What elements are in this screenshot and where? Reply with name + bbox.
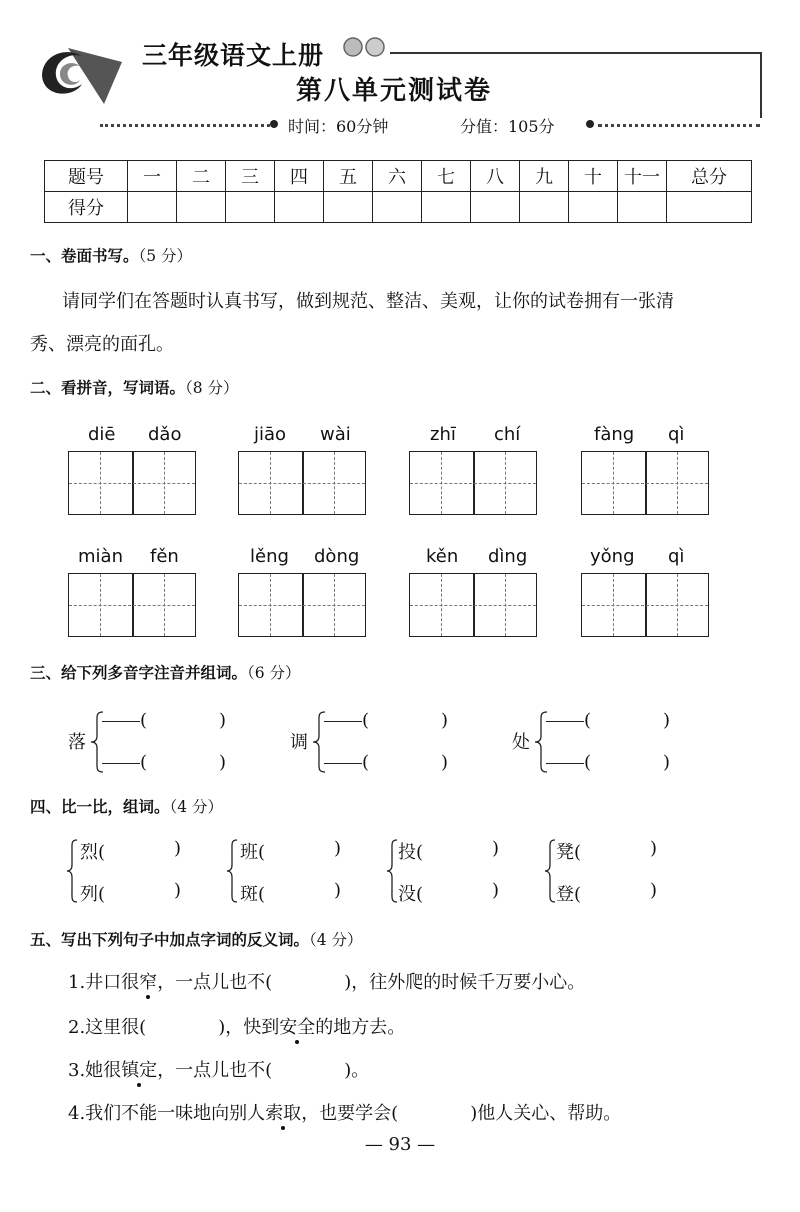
score-table <box>44 160 752 223</box>
table-row-label: 得分 <box>45 192 128 223</box>
table-header-cell: 六 <box>373 161 422 192</box>
section-points: （8 分） <box>185 379 239 397</box>
close-paren: ) <box>174 838 182 859</box>
pinyin: fěn <box>150 546 179 567</box>
close-paren: ) <box>650 838 658 859</box>
section-1-text-line1: 请同学们在答题时认真书写，做到规范、整洁、美观，让你的试卷拥有一张清 <box>62 291 674 312</box>
brace-icon <box>66 838 78 904</box>
question-4: 4.我们不能一味地向别人索取，也要学会( )他人关心、帮助。 <box>68 1103 622 1124</box>
header-rule-end <box>760 52 762 118</box>
close-paren: ) <box>334 838 342 859</box>
header-rule <box>390 52 762 54</box>
page-number: — 93 — <box>364 1134 436 1155</box>
table-header-cell: 十一 <box>618 161 667 192</box>
polyphone-char: 落 <box>68 732 86 753</box>
table-header-cell: 四 <box>275 161 324 192</box>
writing-grid[interactable] <box>581 573 709 637</box>
table-header-cell: 八 <box>471 161 520 192</box>
table-header-cell: 三 <box>226 161 275 192</box>
table-header-cell: 七 <box>422 161 471 192</box>
close-paren: ) <box>650 880 658 901</box>
question-1: 1.井口很窄，一点儿也不( )，往外爬的时候千万要小心。 <box>68 972 586 993</box>
score-cell[interactable] <box>667 192 752 223</box>
close-paren: ) <box>492 880 500 901</box>
pinyin: diē <box>88 424 116 445</box>
score-label: 分值：105分 <box>460 117 555 136</box>
bullet-dot <box>270 120 278 128</box>
close-paren: ) <box>334 880 342 901</box>
table-row <box>45 192 752 223</box>
table-header-cell: 题号 <box>45 161 128 192</box>
polyphone-char: 调 <box>290 732 308 753</box>
score-cell[interactable] <box>128 192 177 223</box>
time-label: 时间：60分钟 <box>288 117 389 136</box>
score-cell[interactable] <box>373 192 422 223</box>
score-cell[interactable] <box>422 192 471 223</box>
pinyin: dǎo <box>148 424 182 445</box>
score-cell[interactable] <box>471 192 520 223</box>
compare-char: 列( <box>80 884 106 905</box>
pinyin: dòng <box>314 546 360 567</box>
blank-line-paren[interactable]: ( ) <box>102 748 226 774</box>
section-title: 二、看拼音，写词语。 <box>30 379 186 397</box>
pinyin: miàn <box>78 546 123 567</box>
pinyin: kěn <box>426 546 459 567</box>
close-paren: ) <box>492 838 500 859</box>
writing-grid[interactable] <box>238 573 366 637</box>
blank-line-paren[interactable]: ( ) <box>546 748 670 774</box>
pinyin: qì <box>668 424 685 445</box>
question-2: 2.这里很( )，快到安全的地方去。 <box>68 1017 406 1038</box>
writing-grid[interactable] <box>581 451 709 515</box>
score-cell[interactable] <box>618 192 667 223</box>
dotted-word: 索取 <box>265 1103 302 1124</box>
publisher-logo-icon <box>38 42 124 106</box>
dotted-divider-right <box>598 124 760 127</box>
pinyin: zhī <box>430 424 456 445</box>
compare-char: 斑( <box>240 884 266 905</box>
dotted-divider-left <box>100 124 270 127</box>
section-title: 一、卷面书写。 <box>30 247 139 265</box>
section-5-heading <box>30 928 363 950</box>
score-cell[interactable] <box>226 192 275 223</box>
section-points: （4 分） <box>309 931 363 949</box>
decorative-circles-icon <box>342 36 390 58</box>
pinyin: lěng <box>250 546 289 567</box>
section-points: （4 分） <box>169 798 224 816</box>
pinyin: yǒng <box>590 546 635 567</box>
section-2-heading <box>30 376 239 398</box>
page-subtitle: 第八单元测试卷 <box>296 76 493 106</box>
bullet-dot <box>586 120 594 128</box>
writing-grid[interactable] <box>68 573 196 637</box>
compare-char: 登( <box>556 884 582 905</box>
section-title: 四、比一比，组词。 <box>30 798 170 816</box>
writing-grid[interactable] <box>238 451 366 515</box>
pinyin: qì <box>668 546 685 567</box>
section-title: 五、写出下列句子中加点字词的反义词。 <box>30 931 310 949</box>
section-points: （6 分） <box>247 664 301 682</box>
score-cell[interactable] <box>520 192 569 223</box>
pinyin: dìng <box>488 546 528 567</box>
page-title: 三年级语文上册 <box>142 41 325 70</box>
score-cell[interactable] <box>275 192 324 223</box>
close-paren: ) <box>174 880 182 901</box>
compare-char: 投( <box>398 842 424 863</box>
table-header-cell: 二 <box>177 161 226 192</box>
question-3: 3.她很镇定，一点儿也不( )。 <box>68 1060 370 1081</box>
compare-char: 班( <box>240 842 266 863</box>
brace-icon <box>544 838 556 904</box>
compare-char: 没( <box>398 884 424 905</box>
pinyin: fàng <box>594 424 635 445</box>
table-header-cell: 十 <box>569 161 618 192</box>
table-header-cell: 九 <box>520 161 569 192</box>
dotted-word: 镇定 <box>121 1060 158 1081</box>
table-row <box>45 161 752 192</box>
brace-icon <box>226 838 238 904</box>
writing-grid[interactable] <box>68 451 196 515</box>
section-title: 三、给下列多音字注音并组词。 <box>30 664 248 682</box>
score-cell[interactable] <box>177 192 226 223</box>
brace-icon <box>386 838 398 904</box>
blank-line-paren[interactable]: ( ) <box>102 706 226 732</box>
table-header-cell: 一 <box>128 161 177 192</box>
pinyin: chí <box>494 424 521 445</box>
pinyin: jiāo <box>254 424 287 445</box>
table-header-cell: 总分 <box>667 161 752 192</box>
section-1-text-line2: 秀、漂亮的面孔。 <box>30 334 174 355</box>
section-3-heading <box>30 661 301 683</box>
section-points: （5 分） <box>138 247 193 265</box>
section-4-heading <box>30 795 223 817</box>
writing-grid[interactable] <box>409 573 537 637</box>
writing-grid[interactable] <box>409 451 537 515</box>
score-cell[interactable] <box>324 192 373 223</box>
dotted-word: 窄 <box>139 972 158 993</box>
score-cell[interactable] <box>569 192 618 223</box>
compare-char: 凳( <box>556 842 582 863</box>
blank-line-paren[interactable]: ( ) <box>324 748 448 774</box>
blank-line-paren[interactable]: ( ) <box>324 706 448 732</box>
section-1-heading <box>30 244 192 266</box>
blank-line-paren[interactable]: ( ) <box>546 706 670 732</box>
table-header-cell: 五 <box>324 161 373 192</box>
compare-char: 烈( <box>80 842 106 863</box>
dotted-word: 安全 <box>279 1017 316 1038</box>
polyphone-char: 处 <box>512 732 530 753</box>
pinyin: wài <box>320 424 351 445</box>
